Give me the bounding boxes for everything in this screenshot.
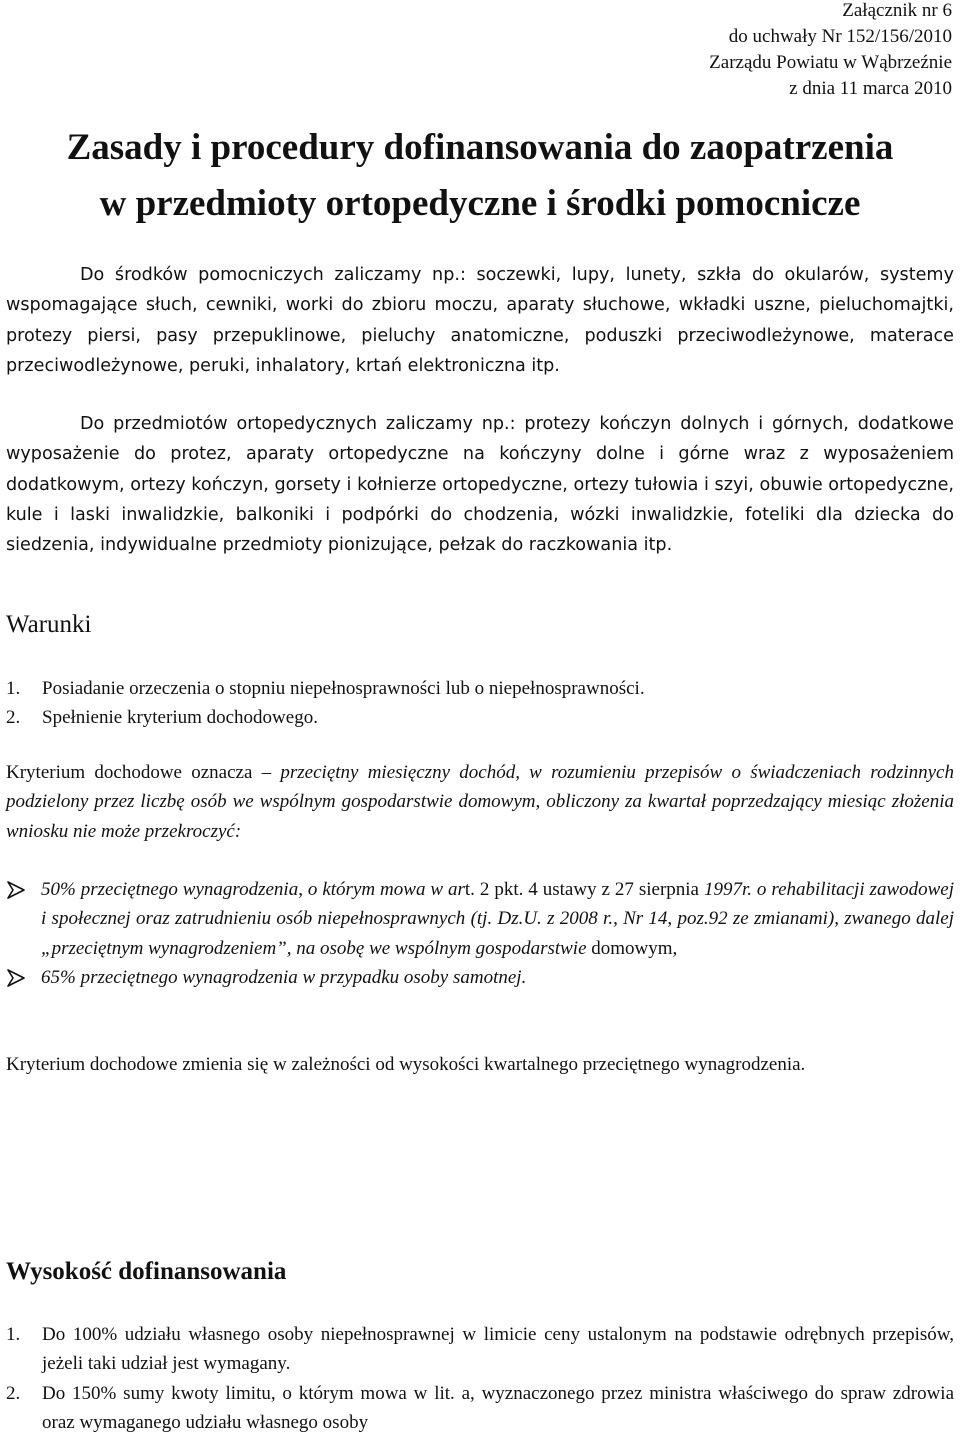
list-item: 65% przeciętnego wynagrodzenia w przypadku osoby samotnej. bbox=[6, 963, 954, 992]
annex-board: Zarządu Powiatu w Wąbrzeźnie bbox=[709, 52, 952, 73]
funding-list bbox=[6, 1320, 954, 1437]
title-line-2: w przedmioty ortopedyczne i środki pomocnicze bbox=[99, 183, 861, 224]
ortho-lead: Do przedmiotów ortopedycznych zaliczamy np. bbox=[80, 414, 510, 434]
conditions-heading: Warunki bbox=[6, 611, 92, 638]
funding-heading: Wysokość dofinansowania bbox=[6, 1258, 287, 1285]
conditions-list bbox=[6, 674, 954, 733]
annex-header bbox=[709, 0, 952, 102]
annex-number: Załącznik nr 6 bbox=[842, 0, 952, 21]
aids-list: : soczewki, lupy, lunety, szkła do okularów, systemy wspomagające słuch, cewniki, worki do zbioru moczu, aparaty słuchowe, wkładki uszne, pieluchomajtki, protezy piersi, pasy przepuklinowe, pieluchy anatomiczne, poduszki przeciwodleżynowe, materace przeciwodleżynowe, peruki, inhalatory, krtań elektroniczna itp. bbox=[6, 265, 954, 376]
arrow-bullet-icon bbox=[6, 969, 26, 987]
criterion-change-paragraph: Kryterium dochodowe zmienia się w zależności od wysokości kwartalnego przeciętnego wynagrodzenia. bbox=[6, 1054, 806, 1075]
arrow-bullet-icon bbox=[6, 881, 26, 899]
criterion-paragraph bbox=[6, 758, 954, 846]
ortho-list: : protezy kończyn dolnych i górnych, dodatkowe wyposażenie do protez, aparaty ortopedyczne na kończyny dolne i górne wraz z wyposażeniem dodatkowym, ortezy kończyn, gorsety i kołnierze ortopedyczne, ortezy tułowia i szyi, obuwie ortopedyczne, kule i laski inwalidzkie, balkoniki i podpórki do chodzenia, wózki inwalidzkie, foteliki dla dziecka do siedzenia, indywidualne przedmioty pionizujące, pełzak do raczkowania itp. bbox=[6, 414, 955, 556]
criterion-lead: Kryterium dochodowe oznacza – bbox=[6, 762, 281, 783]
criterion-bullets bbox=[6, 875, 954, 992]
annex-resolution: do uchwały Nr 152/156/2010 bbox=[728, 26, 952, 47]
list-item: 2. Spełnienie kryterium dochodowego. bbox=[6, 707, 318, 729]
list-item: 2. Do 150% sumy kwoty limitu, o którym mowa w lit. a, wyznaczonego przez ministra właściwego do spraw zdrowia oraz wymaganego udziału własnego osoby bbox=[6, 1382, 954, 1433]
aids-lead: Do środków pomocniczych zaliczamy np. bbox=[80, 265, 460, 285]
aids-paragraph bbox=[6, 260, 954, 381]
criterion-definition: przeciętny miesięczny dochód, w rozumieniu przepisów o świadczeniach rodzinnych podzielony przez liczbę osób we wspólnym gospodarstwie domowym, obliczony za kwartał poprzedzający miesiąc złożenia wniosku nie może przekroczyć: bbox=[6, 762, 954, 842]
list-item: 50% przeciętnego wynagrodzenia, o którym mowa w art. 2 pkt. 4 ustawy z 27 sierpnia 1997r. o rehabilitacji zawodowej i społecznej oraz zatrudnieniu osób niepełnosprawnych (tj. Dz.U. z 2008 r., Nr 14, poz.92 ze zmianami), zwanego dalej „przeciętnym wynagrodzeniem”, na osobę we wspólnym gospodarstwie domowym, bbox=[6, 875, 954, 963]
annex-date: z dnia 11 marca 2010 bbox=[789, 78, 952, 99]
title-line-1: Zasady i procedury dofinansowania do zaopatrzenia bbox=[66, 127, 894, 168]
document-title bbox=[8, 120, 952, 232]
list-item: 1. Do 100% udziału własnego osoby niepełnosprawnej w limicie ceny ustalonym na podstawie odrębnych przepisów, jeżeli taki udział jest wymagany. bbox=[6, 1324, 954, 1375]
list-item: 1. Posiadanie orzeczenia o stopniu niepełnosprawności lub o niepełnosprawności. bbox=[6, 678, 645, 699]
ortho-paragraph bbox=[6, 409, 954, 560]
